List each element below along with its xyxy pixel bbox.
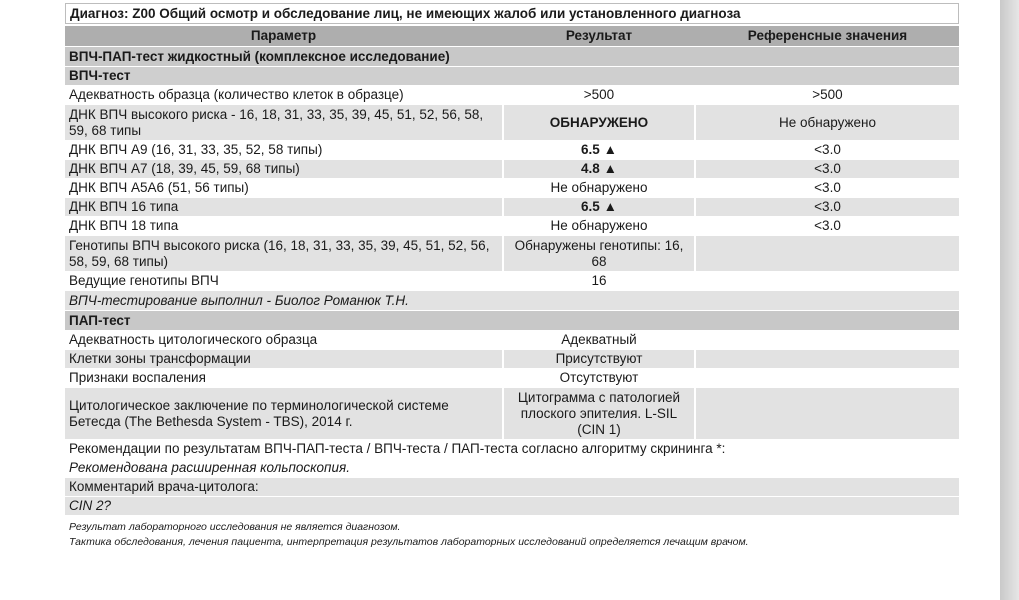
- row-result: ОБНАРУЖЕНО: [502, 105, 696, 140]
- comment-label: Комментарий врача-цитолога:: [65, 478, 959, 496]
- recommend-value: Рекомендована расширенная кольпоскопия.: [65, 459, 959, 477]
- row-param: Адекватность образца (количество клеток в образце): [65, 86, 502, 104]
- footnote-1: Результат лабораторного исследования не является диагнозом.: [69, 521, 401, 533]
- vpch-signed: ВПЧ-тестирование выполнил - Биолог Романюк Т.Н.: [65, 291, 959, 310]
- comment-label-row: [65, 478, 959, 496]
- table-row: [65, 141, 959, 159]
- section-pap-title: ПАП-тест: [65, 311, 959, 330]
- row-ref: [696, 388, 959, 439]
- comment-value: CIN 2?: [65, 497, 959, 515]
- table-row: [65, 350, 959, 368]
- row-result: Не обнаружено: [502, 179, 696, 197]
- row-param: Цитологическое заключение по терминологической системе Бетесда (The Bethesda System - TBS), 2014 г.: [65, 388, 502, 439]
- row-param: Ведущие генотипы ВПЧ: [65, 272, 502, 290]
- vpch-signed-row: [65, 291, 959, 310]
- row-param: ДНК ВПЧ 18 типа: [65, 217, 502, 235]
- row-ref: [696, 272, 959, 290]
- row-param: Адекватность цитологического образца: [65, 331, 502, 349]
- comment-value-row: [65, 497, 959, 515]
- recommend-label-row: [65, 440, 959, 458]
- row-param: ДНК ВПЧ А7 (18, 39, 45, 59, 68 типы): [65, 160, 502, 178]
- row-param: Признаки воспаления: [65, 369, 502, 387]
- row-ref: <3.0: [696, 217, 959, 235]
- row-result: Обнаружены генотипы: 16, 68: [502, 236, 696, 271]
- section-vpch-title: ВПЧ-тест: [65, 67, 959, 85]
- section-vpch: [65, 67, 959, 85]
- table-row: [65, 236, 959, 271]
- table-row: [65, 217, 959, 235]
- row-ref: [696, 369, 959, 387]
- table-row: [65, 272, 959, 290]
- row-result: Присутствуют: [502, 350, 696, 368]
- row-result: 16: [502, 272, 696, 290]
- header-ref: Референсные значения: [696, 26, 959, 46]
- section-pap: [65, 311, 959, 330]
- row-result: Адекватный: [502, 331, 696, 349]
- diagnosis-line: Диагноз: Z00 Общий осмотр и обследование лиц, не имеющих жалоб или установленного диагноза: [65, 3, 959, 24]
- row-result: 6.5 ▲: [502, 141, 696, 159]
- section-main-title: ВПЧ-ПАП-тест жидкостный (комплексное исследование): [65, 47, 959, 66]
- row-ref: <3.0: [696, 141, 959, 159]
- row-param: ДНК ВПЧ А9 (16, 31, 33, 35, 52, 58 типы): [65, 141, 502, 159]
- table-row: [65, 198, 959, 216]
- row-ref: <3.0: [696, 179, 959, 197]
- row-param: Генотипы ВПЧ высокого риска (16, 18, 31, 33, 35, 39, 45, 51, 52, 56, 58, 59, 68 типы): [65, 236, 502, 271]
- row-result: 4.8 ▲: [502, 160, 696, 178]
- footnote-2: Тактика обследования, лечения пациента, интерпретация результатов лабораторных исследований определяется лечащим врачом.: [69, 536, 749, 548]
- section-main: [65, 47, 959, 66]
- row-result: 6.5 ▲: [502, 198, 696, 216]
- row-param: Клетки зоны трансформации: [65, 350, 502, 368]
- row-param: ДНК ВПЧ высокого риска - 16, 18, 31, 33, 35, 39, 45, 51, 52, 56, 58, 59, 68 типы: [65, 105, 502, 140]
- row-ref: [696, 236, 959, 271]
- table-header: [65, 26, 959, 46]
- row-result: Отсутствуют: [502, 369, 696, 387]
- row-ref: <3.0: [696, 198, 959, 216]
- row-ref: Не обнаружено: [696, 105, 959, 140]
- results-table: [65, 25, 959, 516]
- row-result: >500: [502, 86, 696, 104]
- header-param: Параметр: [65, 26, 502, 46]
- table-row: [65, 160, 959, 178]
- table-row: [65, 388, 959, 439]
- row-ref: <3.0: [696, 160, 959, 178]
- table-row: [65, 86, 959, 104]
- page-edge-shadow: [1000, 0, 1019, 600]
- table-row: [65, 179, 959, 197]
- recommend-value-row: [65, 459, 959, 477]
- header-result: Результат: [502, 26, 696, 46]
- row-result: Не обнаружено: [502, 217, 696, 235]
- table-row: [65, 369, 959, 387]
- table-row: [65, 105, 959, 140]
- row-result: Цитограмма с патологией плоского эпителия. L-SIL (CIN 1): [502, 388, 696, 439]
- row-ref: [696, 350, 959, 368]
- recommend-label: Рекомендации по результатам ВПЧ-ПАП-теста / ВПЧ-теста / ПАП-теста согласно алгоритму скрининга *:: [65, 440, 959, 458]
- row-ref: >500: [696, 86, 959, 104]
- row-param: ДНК ВПЧ 16 типа: [65, 198, 502, 216]
- row-ref: [696, 331, 959, 349]
- table-row: [65, 331, 959, 349]
- report-frame: [65, 3, 959, 550]
- row-param: ДНК ВПЧ А5А6 (51, 56 типы): [65, 179, 502, 197]
